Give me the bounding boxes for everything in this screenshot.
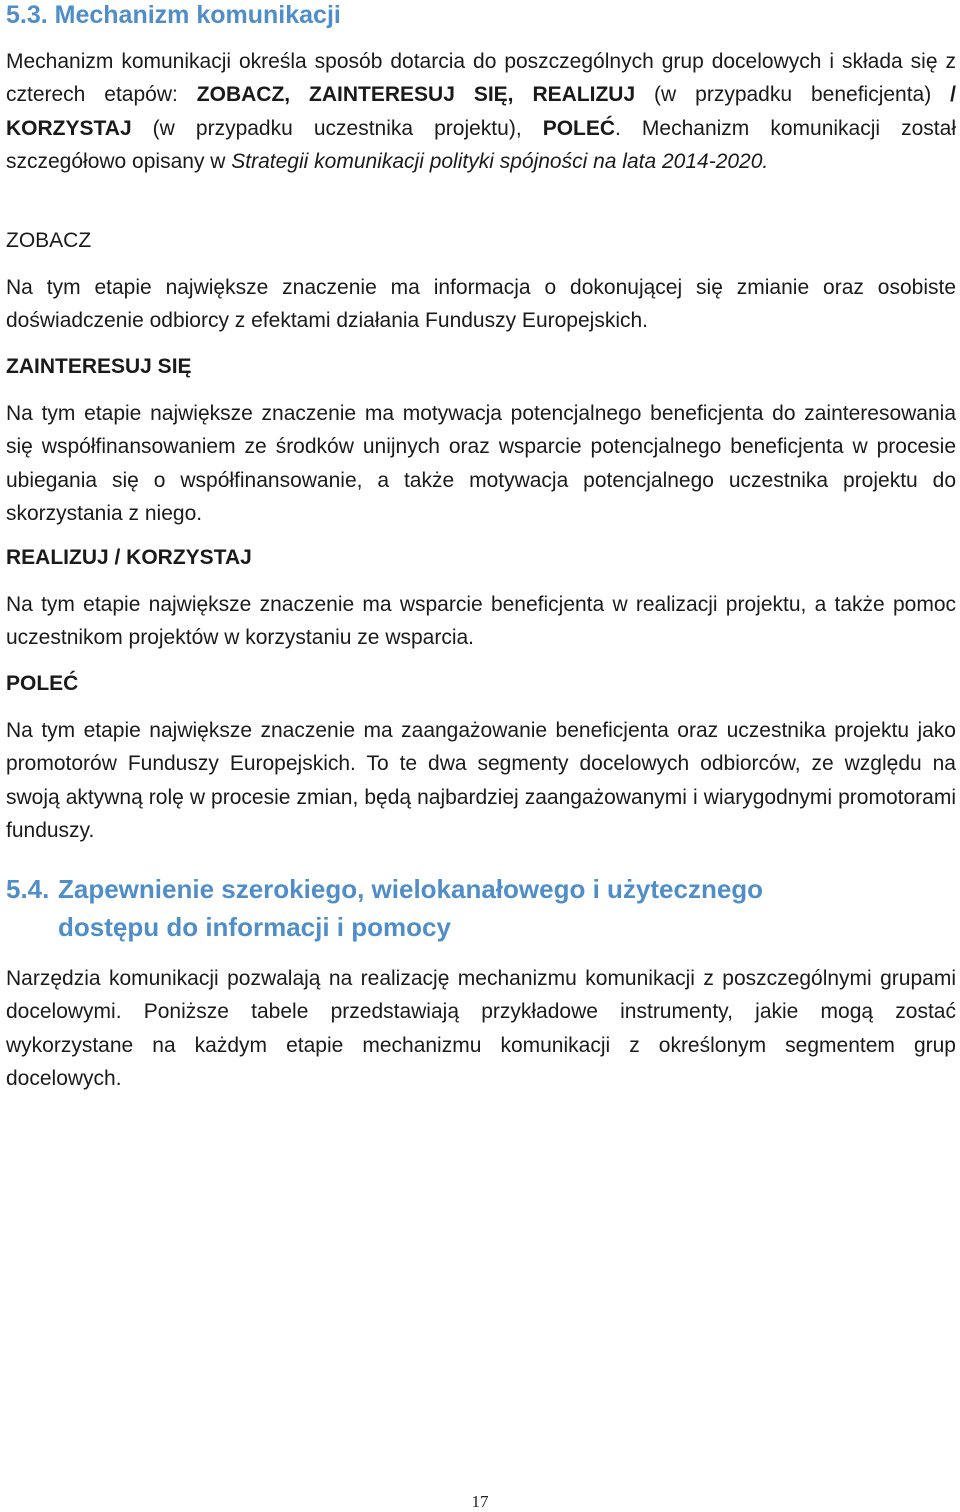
intro-paragraph	[6, 45, 956, 178]
zainteresuj-heading: ZAINTERESUJ SIĘ	[6, 355, 192, 378]
intro-korzystaj-bold: / KORZYSTAJ	[6, 83, 956, 140]
intro-polec-bold: POLEĆ	[542, 116, 616, 140]
intro-text-4: . Mechanizm komunikacji został szczegółowo opisany w	[6, 116, 956, 173]
polec-paragraph: Na tym etapie największe znaczenie ma zaangażowanie beneficjenta oraz uczestnika projektu jako promotorów Funduszy Europejskich. To te dwa segmenty docelowych odbiorców, ze względu na swoją aktywną rolę w procesie zmian, będą najbardziej zaangażowanymi i wiarygodnymi promotorami funduszy.	[6, 719, 956, 842]
zainteresuj-block	[6, 350, 956, 530]
zobacz-paragraph: Na tym etapie największe znaczenie ma informacja o dokonującej się zmianie oraz osobiste doświadczenie odbiorcy z efektami działania Funduszy Europejskich.	[6, 276, 956, 333]
strategy-title-italic: Strategii komunikacji polityki spójności na lata 2014-2020.	[231, 149, 769, 173]
section-number: 5.4.	[6, 874, 50, 904]
zobacz-block	[6, 224, 956, 338]
page-number: 17	[471, 1492, 489, 1511]
section-title: Mechanizm komunikacji	[54, 1, 341, 29]
polec-heading: POLEĆ	[6, 672, 79, 695]
intro-stages-bold: ZOBACZ, ZAINTERESUJ SIĘ, REALIZUJ	[196, 83, 636, 107]
zainteresuj-paragraph: Na tym etapie największe znaczenie ma motywacja potencjalnego beneficjenta do zainteresowania się współfinansowaniem ze środków unijnych oraz wsparcie potencjalnego beneficjenta w procesie ubiegania się o współfinansowanie, a także motywacja potencjalnego uczestnika projektu do skorzystania z niego.	[6, 402, 956, 525]
section-heading-5-3	[6, 0, 341, 30]
realizuj-heading: REALIZUJ / KORZYSTAJ	[6, 546, 252, 569]
section-title-line-1: Zapewnienie szerokiego, wielokanałowego i użytecznego	[58, 874, 764, 904]
intro-text-1: Mechanizm komunikacji określa sposób dotarcia do poszczególnych grup docelowych i składa się z czterech etapów:	[6, 50, 956, 107]
polec-block	[6, 667, 956, 847]
section-title-line-2: dostępu do informacji i pomocy	[58, 912, 451, 942]
intro-paragraph-block	[6, 45, 956, 178]
zobacz-heading: ZOBACZ	[6, 229, 92, 252]
tools-block	[6, 962, 956, 1095]
section-number: 5.3.	[6, 1, 48, 29]
intro-text-3: (w przypadku uczestnika projektu),	[131, 116, 543, 140]
realizuj-block	[6, 541, 956, 655]
realizuj-paragraph: Na tym etapie największe znaczenie ma wsparcie beneficjenta w realizacji projektu, a także pomoc uczestnikom projektów w korzystaniu ze wsparcia.	[6, 593, 956, 650]
intro-text-2: (w przypadku beneficjenta)	[635, 83, 951, 107]
section-heading-5-4	[6, 870, 956, 946]
tools-paragraph: Narzędzia komunikacji pozwalają na realizację mechanizmu komunikacji z poszczególnymi grupami docelowymi. Poniższe tabele przedstawiają przykładowe instrumenty, jakie mogą zostać wykorzystane na każdym etapie mechanizmu komunikacji z określonym segmentem grup docelowych.	[6, 967, 956, 1090]
